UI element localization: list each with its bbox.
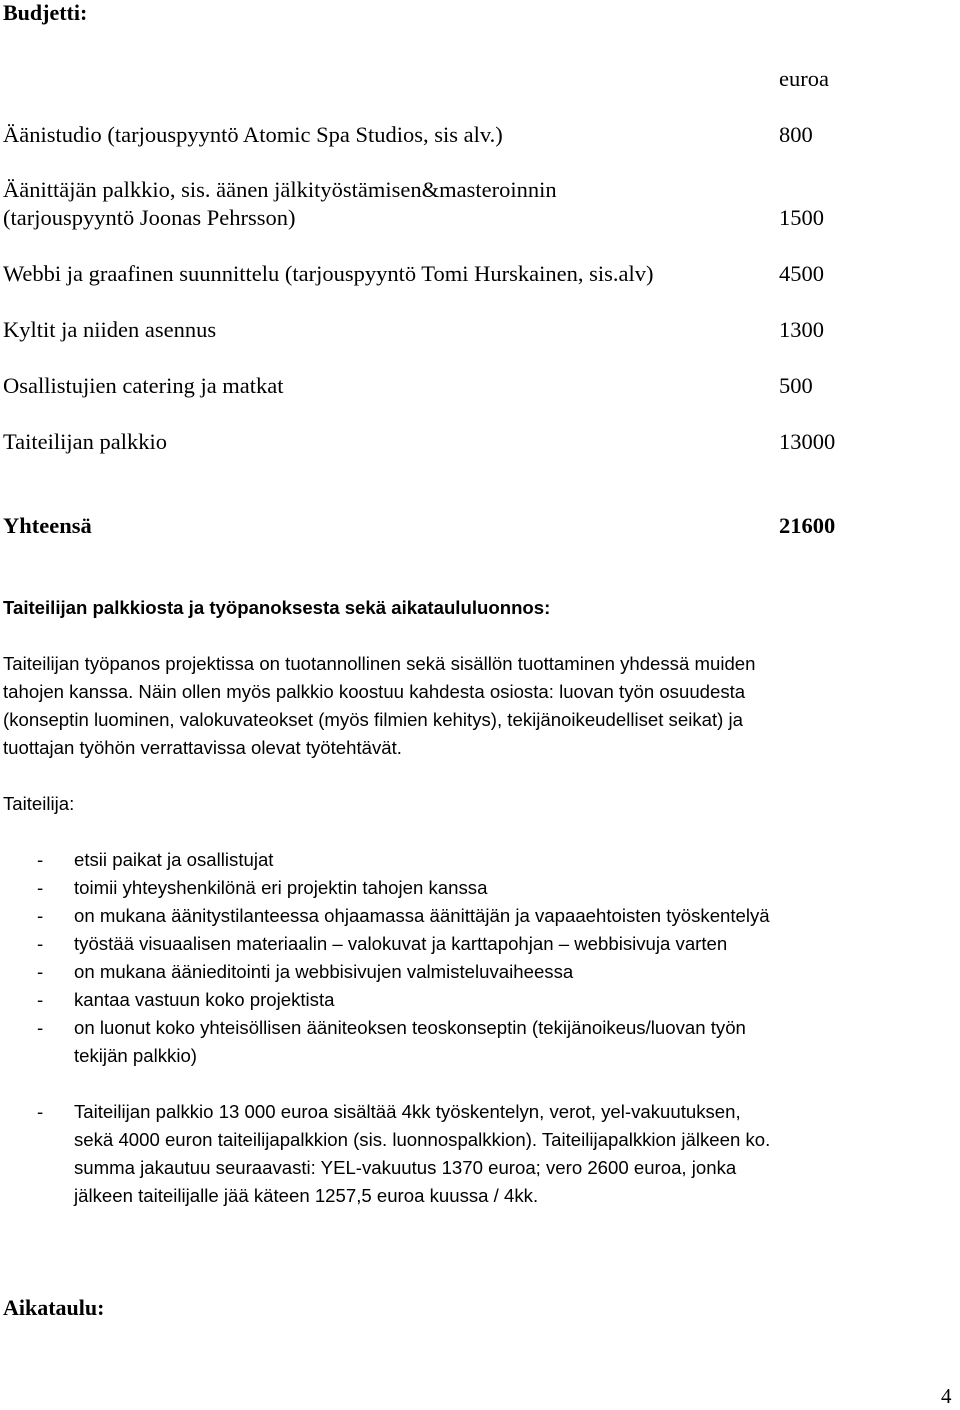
total-amount: 21600 xyxy=(779,513,836,538)
list-item-cont: summa jakautuu seuraavasti: YEL-vakuutus 1370 euroa; vero 2600 euroa, jonka xyxy=(74,1157,737,1178)
paragraph-line: Taiteilijan työpanos projektissa on tuotannollinen sekä sisällön tuottaminen yhdessä muiden xyxy=(3,653,756,674)
budget-row-amount: 1500 xyxy=(779,205,824,230)
list-item-cont: jälkeen taiteilijalle jää käteen 1257,5 euroa kuussa / 4kk. xyxy=(74,1185,539,1206)
list-item: toimii yhteyshenkilönä eri projektin tahojen kanssa xyxy=(74,877,488,898)
budget-row-label-cont: (tarjouspyyntö Joonas Pehrsson) xyxy=(3,205,296,230)
list-dash: - xyxy=(37,877,44,898)
currency-header: euroa xyxy=(779,66,829,91)
list-item: on mukana äänieditointi ja webbisivujen valmisteluvaiheessa xyxy=(74,961,574,982)
list-dash: - xyxy=(37,905,44,926)
paragraph-line: (konseptin luominen, valokuvateokset (myös filmien kehitys), tekijänoikeudelliset seikat) ja xyxy=(3,709,743,730)
list-item: Taiteilijan palkkio 13 000 euroa sisältää 4kk työskentelyn, verot, yel-vakuutuksen, xyxy=(74,1101,741,1122)
list-item: etsii paikat ja osallistujat xyxy=(74,849,274,870)
list-item: on mukana äänitystilanteessa ohjaamassa äänittäjän ja vapaaehtoisten työskentelyä xyxy=(74,905,770,926)
budget-row-label: Osallistujien catering ja matkat xyxy=(3,373,284,398)
schedule-heading: Aikataulu: xyxy=(3,1295,105,1320)
list-item-cont: tekijän palkkio) xyxy=(74,1045,197,1066)
fee-heading: Taiteilijan palkkiosta ja työpanoksesta sekä aikataululuonnos: xyxy=(3,597,551,618)
page-number: 4 xyxy=(941,1384,952,1408)
list-item: on luonut koko yhteisöllisen ääniteoksen teoskonseptin (tekijänoikeus/luovan työn xyxy=(74,1017,746,1038)
list-dash: - xyxy=(37,933,44,954)
list-item: työstää visuaalisen materiaalin – valokuvat ja karttapohjan – webbisivuja varten xyxy=(74,933,728,954)
list-dash: - xyxy=(37,849,44,870)
paragraph-line: tuottajan työhön verrattavissa olevat työtehtävät. xyxy=(3,737,402,758)
artist-label: Taiteilija: xyxy=(3,793,75,814)
total-label: Yhteensä xyxy=(3,513,92,538)
list-dash: - xyxy=(37,1017,44,1038)
budget-row-amount: 13000 xyxy=(779,429,836,454)
budget-row-label: Webbi ja graafinen suunnittelu (tarjouspyyntö Tomi Hurskainen, sis.alv) xyxy=(3,261,654,286)
list-item-cont: sekä 4000 euron taiteilijapalkkion (sis. luonnospalkkion). Taiteilijapalkkion jälkeen ko. xyxy=(74,1129,771,1150)
budget-row-label: Taiteilijan palkkio xyxy=(3,429,168,454)
budget-row-amount: 500 xyxy=(779,373,813,398)
budget-row-label: Äänittäjän palkkio, sis. äänen jälkityöstämisen&masteroinnin xyxy=(3,177,557,202)
budget-row-amount: 1300 xyxy=(779,317,824,342)
list-dash: - xyxy=(37,961,44,982)
budget-heading: Budjetti: xyxy=(3,0,88,25)
list-item: kantaa vastuun koko projektista xyxy=(74,989,335,1010)
budget-row-label: Äänistudio (tarjouspyyntö Atomic Spa Studios, sis alv.) xyxy=(3,122,503,147)
paragraph-line: tahojen kanssa. Näin ollen myös palkkio koostuu kahdesta osiosta: luovan työn osuudesta xyxy=(3,681,746,702)
budget-row-label: Kyltit ja niiden asennus xyxy=(3,317,217,342)
budget-row-amount: 4500 xyxy=(779,261,824,286)
budget-row-amount: 800 xyxy=(779,122,813,147)
list-dash: - xyxy=(37,989,44,1010)
list-dash: - xyxy=(37,1101,44,1122)
